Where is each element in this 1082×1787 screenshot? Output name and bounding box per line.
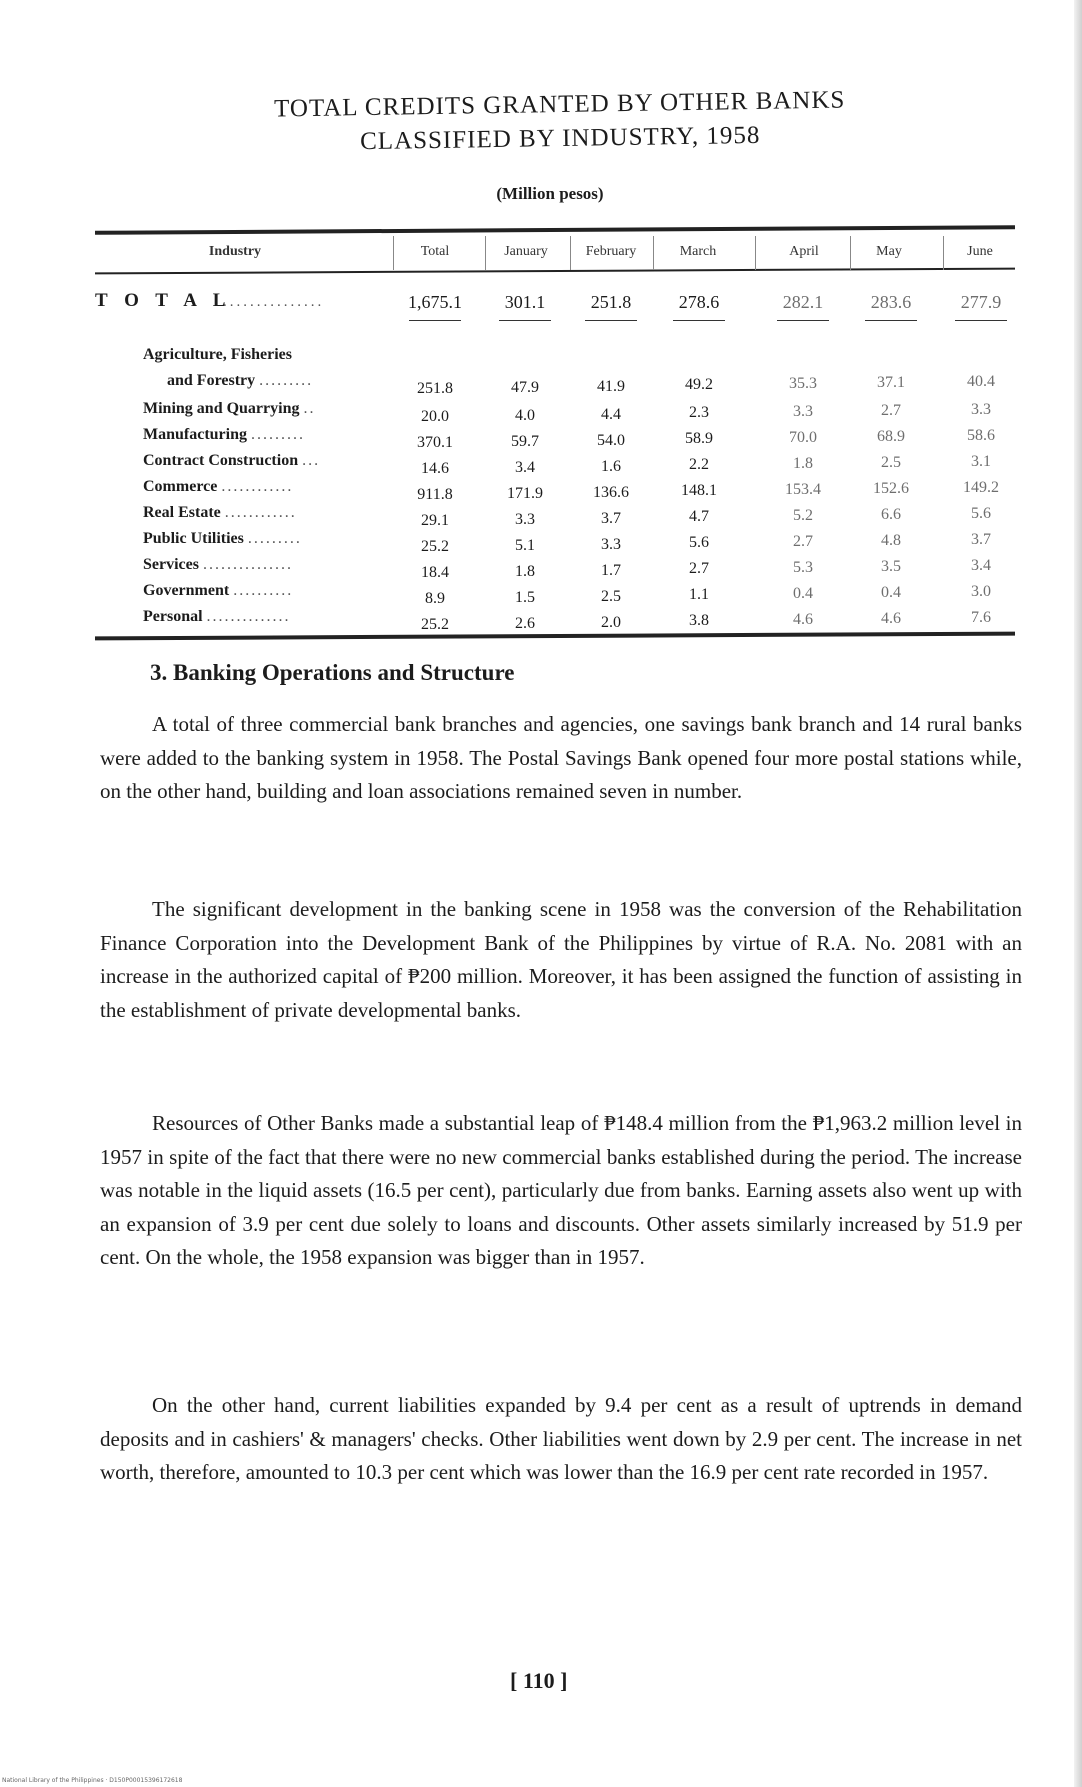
- cell-april: 70.0: [789, 429, 817, 447]
- industry-name: Manufacturing: [143, 426, 247, 443]
- paragraph-2: [100, 893, 1022, 1027]
- header-april: April: [789, 244, 819, 259]
- cell-april: 5.3: [793, 559, 813, 577]
- title-line-2: CLASSIFIED BY INDUSTRY, 1958: [359, 121, 761, 156]
- total-underline: [409, 320, 461, 321]
- cell-total: 18.4: [421, 564, 449, 581]
- cell-may: 4.8: [881, 532, 901, 549]
- cell-january: 4.0: [515, 406, 535, 424]
- cell-april: 153.4: [785, 481, 821, 499]
- cell-june: 149.2: [963, 478, 999, 496]
- leader-dots: .........: [247, 530, 302, 547]
- cell-january: 1.8: [515, 562, 535, 580]
- leader-dots: ...: [302, 452, 321, 469]
- cell-april: 35.3: [789, 375, 817, 393]
- cell-april: 5.2: [793, 507, 813, 525]
- cell-june: 7.6: [971, 608, 991, 626]
- cell-february: 1.7: [601, 561, 621, 579]
- cell-total: 370.1: [417, 434, 453, 451]
- paragraph-1: [100, 708, 1022, 809]
- industry-name: Commerce: [143, 478, 218, 495]
- cell-march: 148.1: [681, 482, 717, 500]
- industry-row-label: [143, 504, 297, 522]
- cell-total: 911.8: [417, 486, 453, 503]
- industry-row-label: [143, 608, 291, 626]
- header-january: January: [504, 244, 548, 259]
- cell-may: 37.1: [877, 374, 905, 391]
- industry-row-label: [143, 556, 293, 574]
- total-april-cell: 282.1: [782, 292, 824, 312]
- industry-name: Agriculture, Fisheries: [143, 346, 293, 363]
- cell-total: 25.2: [421, 616, 449, 633]
- cell-march: 2.3: [689, 404, 709, 422]
- leader-dots: ............: [224, 504, 297, 521]
- cell-total: 25.2: [421, 538, 449, 555]
- cell-april: 1.8: [793, 455, 813, 473]
- cell-may: 152.6: [873, 480, 909, 497]
- header-february: February: [585, 244, 637, 259]
- industry-row-label: [143, 582, 293, 600]
- industry-name: Government: [143, 582, 230, 599]
- header-total: Total: [420, 244, 450, 259]
- paragraph-2-text: The significant development in the banking scene in 1958 was the conversion of the Rehabilitation Finance Corporation into the Development Bank of the Philippines by virtue of R.A. No. 2081 with an increase in the authorized capital of ₱200 million. Moreover, it has been assigned the function of assisting in the establishment of private developmental banks.: [100, 897, 1022, 1022]
- industry-name: and Forestry: [167, 372, 256, 389]
- cell-may: 2.5: [881, 454, 901, 471]
- total-underline: [777, 320, 829, 321]
- cell-june: 3.7: [971, 530, 991, 548]
- section-heading: 3. Banking Operations and Structure: [150, 660, 515, 685]
- header-divider: [653, 236, 654, 270]
- paragraph-1-text: A total of three commercial bank branches and agencies, one savings bank branch and 14 rural banks were added to the banking system in 1958. The Postal Savings Bank opened four more postal stations while, on the other hand, building and loan associations remained seven in number.: [100, 712, 1022, 803]
- table-bottom-rule: [95, 632, 1015, 641]
- cell-march: 3.8: [689, 612, 709, 630]
- table-title: [180, 82, 941, 162]
- header-divider: [393, 236, 394, 270]
- total-january-cell: 301.1: [504, 292, 546, 312]
- total-underline: [585, 320, 637, 321]
- total-row-dots: ...............: [223, 294, 325, 310]
- cell-march: 49.2: [685, 376, 713, 394]
- cell-february: 2.5: [601, 587, 621, 605]
- cell-may: 0.4: [881, 584, 901, 601]
- cell-march: 2.2: [689, 456, 709, 474]
- cell-march: 4.7: [689, 508, 709, 526]
- cell-june: 3.0: [971, 582, 991, 600]
- industry-row-label: [143, 530, 302, 548]
- leader-dots: ...............: [202, 556, 293, 573]
- industry-row-label: [143, 478, 293, 496]
- page-number: [ 110 ]: [510, 1668, 568, 1693]
- cell-january: 5.1: [515, 536, 535, 554]
- cell-june: 3.3: [971, 400, 991, 418]
- cell-june: 3.1: [971, 452, 991, 470]
- leader-dots: ..: [303, 400, 316, 417]
- cell-january: 3.4: [515, 458, 535, 476]
- cell-february: 41.9: [597, 377, 625, 395]
- cell-february: 3.3: [601, 535, 621, 553]
- cell-may: 4.6: [881, 610, 901, 627]
- leader-dots: ............: [221, 478, 294, 495]
- cell-january: 47.9: [511, 378, 539, 396]
- industry-name: Contract Construction: [143, 452, 299, 469]
- cell-january: 1.5: [515, 588, 535, 606]
- cell-february: 54.0: [597, 431, 625, 449]
- industry-row-label: [143, 452, 320, 470]
- cell-total: 8.9: [425, 590, 445, 607]
- cell-march: 2.7: [689, 560, 709, 578]
- cell-total: 20.0: [421, 408, 449, 425]
- cell-may: 68.9: [877, 428, 905, 445]
- total-march-cell: 278.6: [678, 292, 720, 312]
- industry-row-label: [167, 372, 313, 390]
- cell-june: 40.4: [967, 372, 995, 390]
- cell-january: 171.9: [507, 484, 543, 502]
- leader-dots: .........: [251, 426, 305, 443]
- total-underline: [673, 320, 725, 321]
- industry-row-label: [143, 426, 305, 444]
- industry-name: Public Utilities: [143, 530, 244, 547]
- cell-june: 3.4: [971, 556, 991, 574]
- cell-total: 29.1: [421, 512, 449, 529]
- paragraph-3-text: Resources of Other Banks made a substantial leap of ₱148.4 million from the ₱1,963.2 million level in 1957 in spite of the fact that there were no new commercial banks established during the period. The increase was notable in the liquid assets (16.5 per cent), particularly due from banks. Earning assets also went up with an expansion of 3.9 per cent due solely to loans and discounts. Other assets similarly increased by 51.9 per cent. On the whole, the 1958 expansion was bigger than in 1957.: [100, 1111, 1022, 1269]
- total-total-cell: 1,675.1: [408, 292, 462, 312]
- industry-name: Services: [143, 556, 199, 573]
- total-underline: [955, 320, 1007, 321]
- leader-dots: ..............: [206, 608, 291, 625]
- page-edge-shadow: [1074, 0, 1082, 1787]
- cell-february: 136.6: [593, 483, 629, 501]
- industry-name: Personal: [143, 608, 203, 625]
- cell-may: 2.7: [881, 402, 901, 419]
- cell-february: 1.6: [601, 457, 621, 475]
- industry-name: Real Estate: [143, 504, 221, 521]
- cell-total: 14.6: [421, 460, 449, 477]
- leader-dots: .........: [259, 372, 314, 389]
- total-june-cell: 277.9: [960, 292, 1002, 312]
- header-industry: Industry: [208, 244, 262, 259]
- industry-row-label: [143, 400, 315, 418]
- leader-dots: ..........: [233, 582, 294, 599]
- header-march: March: [679, 244, 717, 259]
- total-february-cell: 251.8: [590, 292, 632, 312]
- cell-january: 3.3: [515, 510, 535, 528]
- paragraph-4: [100, 1389, 1022, 1490]
- cell-february: 2.0: [601, 613, 621, 631]
- cell-january: 2.6: [515, 614, 535, 632]
- cell-june: 58.6: [967, 426, 995, 444]
- industry-row-label: [143, 346, 292, 364]
- cell-february: 3.7: [601, 509, 621, 527]
- cell-february: 4.4: [601, 405, 621, 423]
- cell-april: 0.4: [793, 585, 813, 603]
- paragraph-3: [100, 1107, 1022, 1275]
- cell-march: 1.1: [689, 586, 709, 604]
- cell-april: 3.3: [793, 403, 813, 421]
- cell-april: 4.6: [793, 611, 813, 629]
- header-june: June: [967, 244, 993, 259]
- scan-footer: National Library of the Philippines · D150P00015396172618: [2, 1777, 183, 1784]
- cell-april: 2.7: [793, 533, 813, 551]
- header-divider: [755, 236, 756, 270]
- paragraph-4-text: On the other hand, current liabilities expanded by 9.4 per cent as a result of uptrends in demand deposits and in cashiers' & managers' checks. Other liabilities went down by 2.9 per cent. The increase in net worth, therefore, amounted to 10.3 per cent which was lower than the 16.9 per cent rate recorded in 1957.: [100, 1393, 1022, 1484]
- table-subtitle: (Million pesos): [496, 184, 604, 203]
- header-may: May: [876, 244, 902, 259]
- cell-may: 3.5: [881, 558, 901, 575]
- cell-total: 251.8: [417, 380, 453, 397]
- cell-may: 6.6: [881, 506, 901, 523]
- cell-june: 5.6: [971, 504, 991, 522]
- cell-march: 5.6: [689, 534, 709, 552]
- total-row-label: T O T A L: [95, 290, 232, 311]
- total-may-cell: 283.6: [870, 292, 912, 312]
- cell-january: 59.7: [511, 432, 539, 450]
- title-line-1: TOTAL CREDITS GRANTED BY OTHER BANKS: [273, 86, 846, 123]
- cell-march: 58.9: [685, 430, 713, 448]
- industry-name: Mining and Quarrying: [143, 400, 300, 417]
- total-underline: [499, 320, 551, 321]
- total-underline: [865, 320, 917, 321]
